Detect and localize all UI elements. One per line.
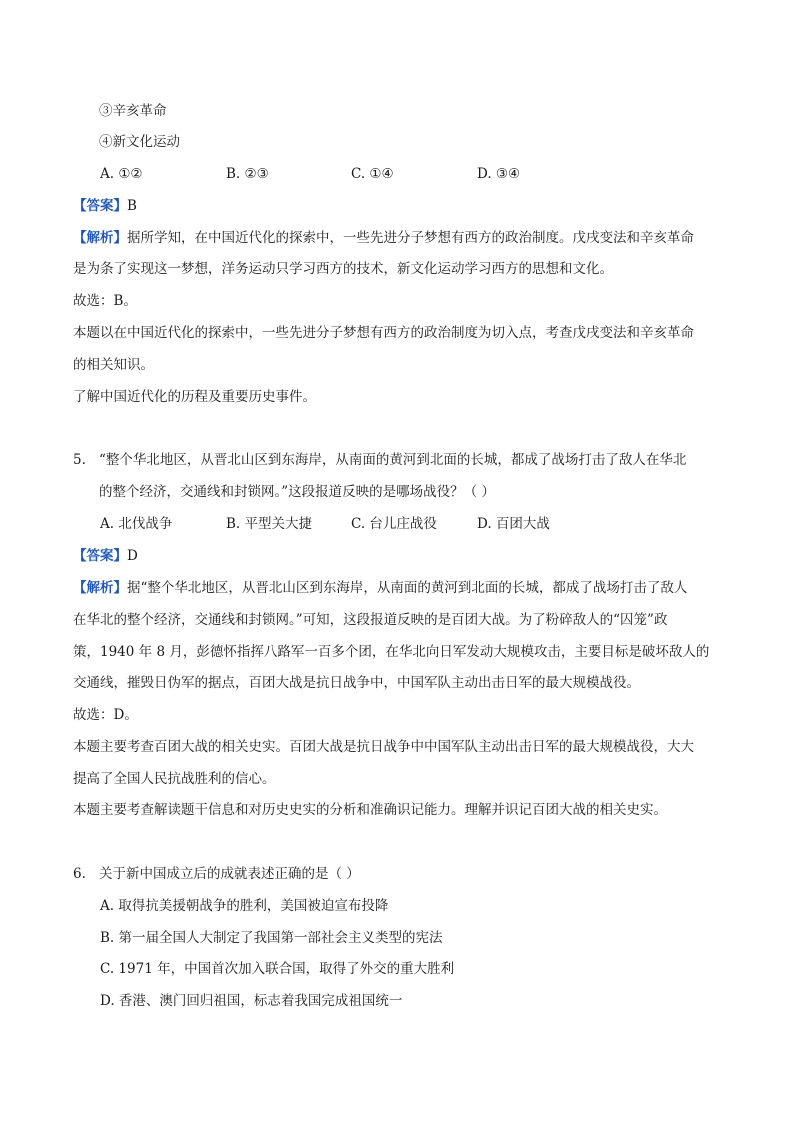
q5-option-b: B. 平型关大捷 (226, 516, 313, 532)
q5-note-3: 本题主要考查解读题干信息和对历史史实的分析和准确识记能力。理解并识记百团大战的相关史实。 (73, 802, 667, 818)
q5-stem-line-1: “整个华北地区，从晋北山区到东海岸，从南面的黄河到北面的长城，都成了战场打击了敌人在华北 (99, 452, 687, 468)
q5-analysis-line-4: 交通线，摧毁日伪军的据点，百团大战是抗日战争中，中国军队主动出击日军的最大规模战役。 (73, 675, 640, 691)
answer-value: D (127, 548, 138, 564)
q4-option-c: C. ①④ (351, 166, 394, 182)
q6-option-d: D. 香港、澳门回归祖国，标志着我国完成祖国统一 (100, 993, 403, 1009)
q4-analysis-line-1 (73, 228, 694, 248)
q4-analysis-line-2: 是为条了实现这一梦想，洋务运动只学习西方的技术，新文化运动学习西方的思想和文化。 (73, 261, 613, 277)
q5-analysis-line-3: 策，1940 年 8 月，彭德怀指挥八路军一百多个团，在华北向日军发动大规模攻击，主要目标是破坏敌人的 (73, 644, 710, 660)
q4-choice: 故选：B。 (73, 293, 137, 309)
answer-value: B (127, 198, 137, 214)
q5-option-d: D. 百团大战 (477, 516, 550, 532)
q6-option-a: A. 取得抗美援朝战争的胜利，美国被迫宣布投降 (100, 898, 389, 914)
q5-note-1: 本题主要考查百团大战的相关史实。百团大战是抗日战争中中国军队主动出击日军的最大规模战役，大大 (73, 739, 694, 755)
q4-option-a: A. ①② (100, 166, 143, 182)
answer-tag: 【答案】 (73, 198, 127, 214)
q5-choice: 故选：D。 (73, 707, 138, 723)
q4-item-3: ③辛亥革命 (99, 103, 167, 119)
q6-option-c: C. 1971 年，中国首次加入联合国，取得了外交的重大胜利 (100, 961, 455, 977)
q5-number: 5. (73, 452, 86, 468)
q4-note-2: 的相关知识。 (73, 357, 154, 373)
q5-analysis-line-2: 在华北的整个经济，交通线和封锁网。”可知，这段报道反映的是百团大战。为了粉碎敌人的“囚笼”政 (73, 612, 668, 628)
answer-tag: 【答案】 (73, 548, 127, 564)
q6-option-b: B. 第一届全国人大制定了我国第一部社会主义类型的宪法 (100, 930, 443, 946)
q5-note-2: 提高了全国人民抗战胜利的信心。 (73, 771, 276, 787)
q5-stem-line-2: 的整个经济，交通线和封锁网。”这段报道反映的是哪场战役？（ ） (99, 484, 495, 500)
analysis-text: 据“整个华北地区，从晋北山区到东海岸，从南面的黄河到北面的长城，都成了战场打击了敌人 (127, 580, 688, 596)
analysis-tag: 【解析】 (73, 580, 127, 596)
q5-answer (73, 546, 138, 566)
q4-note-3: 了解中国近代化的历程及重要历史事件。 (73, 389, 316, 405)
q5-option-a: A. 北伐战争 (100, 516, 173, 532)
q4-option-b: B. ②③ (226, 166, 269, 182)
q5-option-c: C. 台儿庄战役 (351, 516, 437, 532)
q6-stem: 关于新中国成立后的成就表述正确的是（ ） (99, 866, 360, 882)
q5-analysis-line-1 (73, 578, 687, 598)
analysis-tag: 【解析】 (73, 230, 127, 246)
q4-option-d: D. ③④ (477, 166, 521, 182)
q4-answer (73, 196, 137, 216)
q4-item-4: ④新文化运动 (99, 134, 180, 150)
q6-number: 6. (73, 866, 86, 882)
q4-note-1: 本题以在中国近代化的探索中，一些先进分子梦想有西方的政治制度为切入点，考查戊戌变法和辛亥革命 (73, 325, 694, 341)
analysis-text: 据所学知，在中国近代化的探索中，一些先进分子梦想有西方的政治制度。戊戌变法和辛亥革命 (127, 230, 694, 246)
